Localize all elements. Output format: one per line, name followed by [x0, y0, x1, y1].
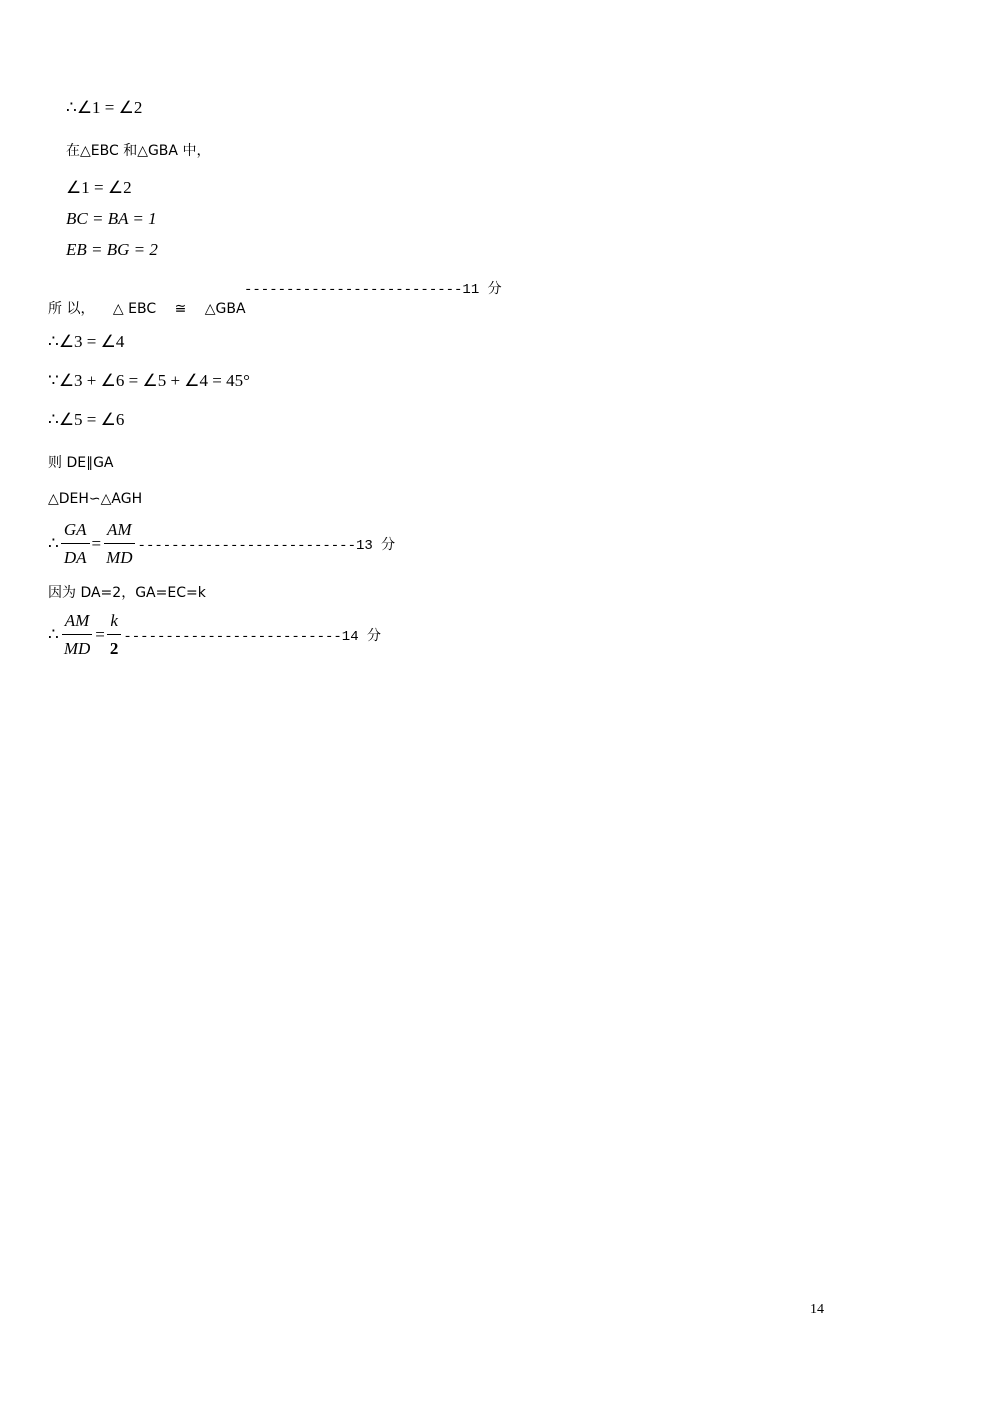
- condition-angle: ∠1 = ∠2: [66, 178, 132, 197]
- fraction-k-over-2: $\frac{k}{2}$: [107, 611, 122, 659]
- page-number: 14: [810, 1302, 824, 1317]
- score-marker-13: --------------------------13 分: [137, 538, 396, 554]
- fraction-ga-over-da: $\frac{GA}{DA}$: [61, 520, 90, 568]
- condition-eb-bg: EB = BG = 2: [66, 240, 158, 259]
- similarity-conclusion: △DEH∽△AGH: [48, 491, 143, 507]
- congruence-conclusion: 所 以， △ EBC ≅ △GBA: [48, 301, 246, 317]
- proof-line-angle1-eq-angle2: ∴∠1 = ∠2: [66, 98, 143, 117]
- condition-bc-ba: BC = BA = 1: [66, 209, 157, 228]
- ratio-equation-1: ∴ $\frac{GA}{DA}$ = $\frac{AM}{MD}$ --------------------------13 分: [48, 520, 396, 567]
- fraction-am-over-md: $\frac{AM}{MD}$: [103, 520, 135, 568]
- score-marker-11: --------------------------11 分: [244, 282, 502, 298]
- given-values: 因为 DA=2，GA=EC=k: [48, 585, 206, 601]
- ratio-equation-2: ∴ $\frac{AM}{MD}$ = $\frac{k}{2}$ --------------------------14 分: [48, 611, 382, 658]
- fraction-am-over-md-result: $\frac{AM}{MD}$: [61, 611, 93, 659]
- proof-line-angle5-eq-angle6: ∴∠5 = ∠6: [48, 410, 125, 429]
- proof-line-angle-sum-45: ∵∠3 + ∠6 = ∠5 + ∠4 = 45°: [48, 371, 250, 390]
- proof-line-angle3-eq-angle4: ∴∠3 = ∠4: [48, 332, 125, 351]
- parallel-conclusion: 则 DE∥GA: [48, 455, 114, 471]
- proof-line-in-triangles: 在△EBC 和△GBA 中，: [66, 143, 211, 159]
- score-marker-14: --------------------------14 分: [123, 629, 382, 645]
